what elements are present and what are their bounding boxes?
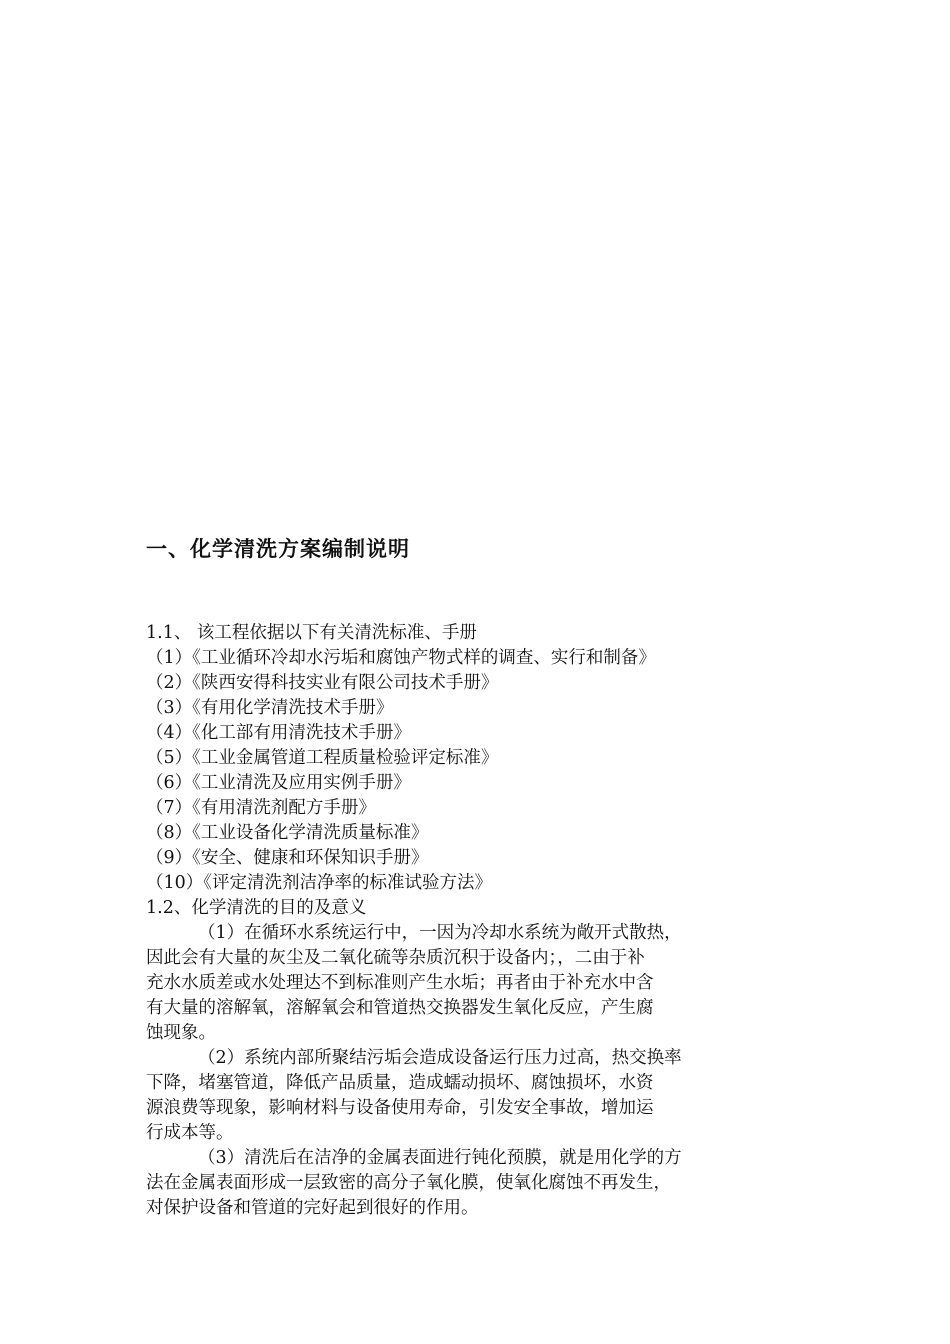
reference-item: （1）《工业循环冷却水污垢和腐蚀产物式样的调查、实行和制备》 bbox=[146, 648, 656, 668]
paragraph-line: （3）清洗后在洁净的金属表面进行钝化预膜，就是用化学的方 bbox=[198, 1148, 682, 1168]
paragraph-line: 有大量的溶解氧，溶解氧会和管道热交换器发生氧化反应，产生腐 bbox=[146, 998, 654, 1018]
paragraph-1 bbox=[146, 921, 826, 1046]
paragraph-line: （2）系统内部所聚结污垢会造成设备运行压力过高，热交换率 bbox=[198, 1048, 682, 1068]
section-heading: 一、化学清洗方案编制说明 bbox=[146, 537, 410, 561]
paragraph-line: 蚀现象。 bbox=[146, 1023, 216, 1043]
reference-item: （6）《工业清洗及应用实例手册》 bbox=[146, 773, 411, 793]
paragraph-line: （1）在循环水系统运行中，一因为冷却水系统为敞开式散热， bbox=[198, 923, 682, 943]
reference-item: （3）《有用化学清洗技术手册》 bbox=[146, 698, 394, 718]
reference-item: （5）《工业金属管道工程质量检验评定标准》 bbox=[146, 748, 499, 768]
paragraph-2 bbox=[146, 1046, 826, 1146]
paragraph-line: 下降，堵塞管道，降低产品质量，造成蠕动损坏、腐蚀损坏，水资 bbox=[146, 1073, 654, 1093]
paragraph-line: 行成本等。 bbox=[146, 1123, 234, 1143]
section-1-2-title: 1.2、化学清洗的目的及意义 bbox=[146, 898, 367, 918]
document-body bbox=[146, 621, 826, 1221]
paragraph-line: 源浪费等现象，影响材料与设备使用寿命，引发安全事故，增加运 bbox=[146, 1098, 654, 1118]
paragraph-line: 法在金属表面形成一层致密的高分子氧化膜，使氧化腐蚀不再发生， bbox=[146, 1173, 671, 1193]
reference-item: （8）《工业设备化学清洗质量标准》 bbox=[146, 823, 429, 843]
reference-item: （9）《安全、健康和环保知识手册》 bbox=[146, 848, 429, 868]
reference-list bbox=[146, 646, 826, 896]
paragraph-3 bbox=[146, 1146, 826, 1221]
reference-item: （2）《陕西安得科技实业有限公司技术手册》 bbox=[146, 673, 499, 693]
paragraph-line: 充水水质差或水处理达不到标准则产生水垢；再者由于补充水中含 bbox=[146, 973, 654, 993]
paragraph-line: 对保护设备和管道的完好起到很好的作用。 bbox=[146, 1198, 479, 1218]
reference-item: （7）《有用清洗剂配方手册》 bbox=[146, 798, 376, 818]
reference-item: （4）《化工部有用清洗技术手册》 bbox=[146, 723, 411, 743]
section-1-1-title: 1.1、 该工程依据以下有关清洗标准、手册 bbox=[146, 623, 477, 643]
paragraph-line: 因此会有大量的灰尘及二氧化硫等杂质沉积于设备内；，二由于补 bbox=[146, 948, 645, 968]
reference-item: （10）《评定清洗剂洁净率的标准试验方法》 bbox=[146, 873, 493, 893]
